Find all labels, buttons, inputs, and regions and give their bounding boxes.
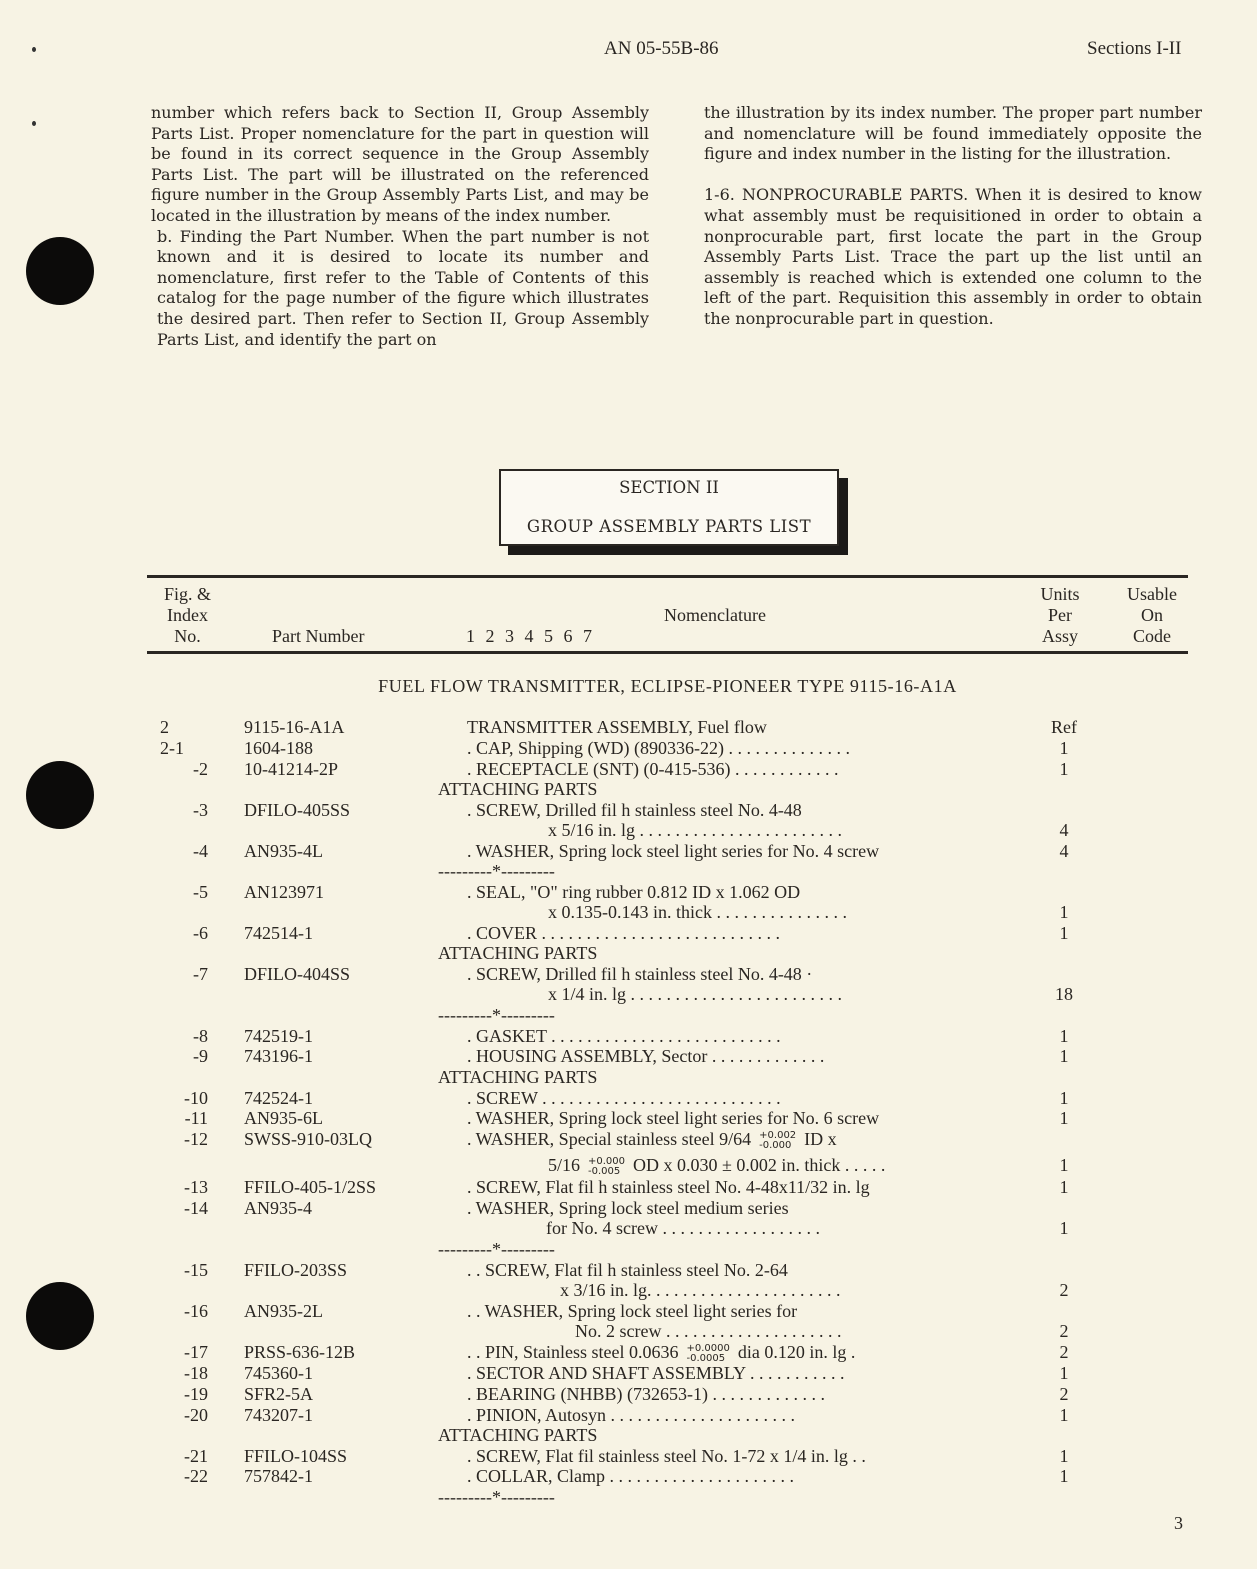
part-number: DFILO-404SS	[244, 964, 351, 984]
table-row	[0, 1260, 1257, 1281]
fig-index: -16	[184, 1301, 208, 1321]
part-number: 1604-188	[244, 738, 313, 758]
nomenclature: . RECEPTACLE (SNT) (0-415-536) . . . . . . . . . . . .	[467, 759, 839, 779]
fig-index: -3	[193, 800, 208, 820]
nomenclature: . BEARING (NHBB) (732653-1) . . . . . . . . . . . . .	[467, 1384, 825, 1404]
units-per-assy: 1	[1059, 1155, 1069, 1175]
part-number: DFILO-405SS	[244, 800, 351, 820]
section-label: Sections I-II	[1087, 38, 1182, 59]
fig-index: 2	[160, 717, 169, 737]
fig-index: 2-1	[160, 738, 184, 758]
nomenclature: . SCREW, Drilled fil h stainless steel No. 4-48 ·	[467, 964, 813, 984]
nomenclature: . COVER . . . . . . . . . . . . . . . . . . . . . . . . . . .	[467, 923, 781, 943]
nomenclature: . COLLAR, Clamp . . . . . . . . . . . . . . . . . . . . .	[467, 1466, 794, 1486]
fig-index: -18	[184, 1363, 208, 1383]
table-row	[0, 861, 1257, 882]
table-row	[0, 1301, 1257, 1322]
nomenclature: for No. 4 screw . . . . . . . . . . . . . . . . . .	[546, 1218, 820, 1238]
table-row	[0, 1108, 1257, 1129]
section-heading-box	[499, 469, 839, 546]
table-row	[0, 902, 1257, 923]
table-row	[0, 1487, 1257, 1508]
units-per-assy: 1	[1059, 1026, 1069, 1046]
table-row	[0, 1239, 1257, 1260]
part-number: AN935-4L	[244, 841, 323, 861]
part-number: 745360-1	[244, 1363, 313, 1383]
nomenclature: ---------*---------	[438, 1005, 555, 1025]
part-number: 757842-1	[244, 1466, 313, 1486]
nomenclature: ---------*---------	[438, 1487, 555, 1507]
part-number: AN935-2L	[244, 1301, 323, 1321]
table-row	[0, 1177, 1257, 1198]
nomenclature: . . WASHER, Spring lock steel light series for	[467, 1301, 798, 1321]
table-row	[0, 1384, 1257, 1405]
header-units-per-assy: Units Per Assy	[1040, 584, 1080, 646]
nomenclature: TRANSMITTER ASSEMBLY, Fuel flow	[467, 717, 767, 737]
nomenclature: . WASHER, Special stainless steel 9/64 +0.002 -0.000 ID x	[467, 1129, 837, 1151]
units-per-assy: 2	[1059, 1342, 1069, 1362]
table-row	[0, 943, 1257, 964]
units-per-assy: 1	[1059, 738, 1069, 758]
fig-index: -8	[193, 1026, 208, 1046]
table-row	[0, 1446, 1257, 1467]
units-per-assy: 4	[1059, 841, 1069, 861]
table-row	[0, 1280, 1257, 1301]
part-number: 9115-16-A1A	[244, 717, 345, 737]
units-per-assy: 1	[1059, 1108, 1069, 1128]
page-number: 3	[1174, 1513, 1183, 1533]
nomenclature: . SEAL, "O" ring rubber 0.812 ID x 1.062 OD	[467, 882, 801, 902]
fig-index: -5	[193, 882, 208, 902]
table-row	[0, 1088, 1257, 1109]
nomenclature: . CAP, Shipping (WD) (890336-22) . . . . . . . . . . . . . .	[467, 738, 850, 758]
nomenclature: ATTACHING PARTS	[438, 779, 598, 799]
nomenclature: ATTACHING PARTS	[438, 1067, 598, 1087]
fig-index: -19	[184, 1384, 208, 1404]
part-number: AN123971	[244, 882, 324, 902]
nomenclature: . WASHER, Spring lock steel light series for No. 6 screw	[467, 1108, 880, 1128]
table-row	[0, 820, 1257, 841]
fig-index: -20	[184, 1405, 208, 1425]
table-row	[0, 1218, 1257, 1239]
table-row	[0, 1129, 1257, 1150]
nomenclature: . WASHER, Spring lock steel light series for No. 4 screw	[467, 841, 880, 861]
part-number: SFR2-5A	[244, 1384, 314, 1404]
section-title: GROUP ASSEMBLY PARTS LIST	[526, 517, 812, 536]
table-row	[0, 923, 1257, 944]
nomenclature: . WASHER, Spring lock steel medium series	[467, 1198, 789, 1218]
part-number: PRSS-636-12B	[244, 1342, 356, 1362]
fig-index: -13	[184, 1177, 208, 1197]
nomenclature: ATTACHING PARTS	[438, 943, 598, 963]
nomenclature: . SCREW, Flat fil stainless steel No. 1-72 x 1/4 in. lg . .	[467, 1446, 866, 1466]
header-usable-on-code: Usable On Code	[1127, 584, 1177, 646]
fig-index: -17	[184, 1342, 208, 1362]
nomenclature: ATTACHING PARTS	[438, 1425, 598, 1445]
fig-index: -6	[193, 923, 208, 943]
units-per-assy: 1	[1059, 1046, 1069, 1066]
table-row	[0, 1026, 1257, 1047]
units-per-assy: 1	[1059, 1363, 1069, 1383]
scan-speck	[32, 121, 36, 126]
table-row	[0, 1067, 1257, 1088]
paragraph-nonprocurable-parts: 1-6. NONPROCURABLE PARTS. When it is desired to know what assembly must be requisitioned in order to obtain a nonprocurable part, first locate the part in the Group Assembly Parts List. Trace the part up the list until an assembly is reached which is extended one column to the left of the part. Requisition this assembly in order to obtain the nonprocurable part in question.	[704, 185, 1202, 328]
units-per-assy: 1	[1059, 759, 1069, 779]
nomenclature: . . SCREW, Flat fil h stainless steel No. 2-64	[467, 1260, 788, 1280]
part-number: AN935-4	[244, 1198, 312, 1218]
table-row	[0, 882, 1257, 903]
nomenclature: x 0.135-0.143 in. thick . . . . . . . . . . . . . . .	[548, 902, 847, 922]
document-id: AN 05-55B-86	[604, 38, 719, 59]
part-number: 743207-1	[244, 1405, 313, 1425]
table-top-rule	[147, 575, 1188, 578]
units-per-assy: 1	[1059, 923, 1069, 943]
part-number: 742514-1	[244, 923, 313, 943]
units-per-assy: 2	[1059, 1280, 1069, 1300]
nomenclature: ---------*---------	[438, 1239, 555, 1259]
fig-index: -4	[193, 841, 208, 861]
nomenclature: . GASKET . . . . . . . . . . . . . . . . . . . . . . . . . .	[467, 1026, 781, 1046]
part-number: FFILO-104SS	[244, 1446, 348, 1466]
units-per-assy: 1	[1059, 1218, 1069, 1238]
nomenclature: x 1/4 in. lg . . . . . . . . . . . . . . . . . . . . . . . .	[548, 984, 843, 1004]
part-number: FFILO-203SS	[244, 1260, 348, 1280]
right-text-column	[704, 103, 1202, 330]
fig-index: -7	[193, 964, 208, 984]
fig-index: -21	[184, 1446, 208, 1466]
units-per-assy: 1	[1059, 1088, 1069, 1108]
header-part-number: Part Number	[272, 626, 365, 646]
fig-index: -9	[193, 1046, 208, 1066]
table-row	[0, 1405, 1257, 1426]
units-per-assy: 1	[1059, 902, 1069, 922]
table-row	[0, 738, 1257, 759]
fig-index: -12	[184, 1129, 208, 1149]
punch-hole-top	[26, 237, 94, 305]
units-per-assy: 1	[1059, 1177, 1069, 1197]
fig-index: -15	[184, 1260, 208, 1280]
units-per-assy: Ref	[1051, 717, 1077, 737]
nomenclature: No. 2 screw . . . . . . . . . . . . . . . . . . . .	[575, 1321, 842, 1341]
table-row	[0, 841, 1257, 862]
paragraph-illustration-index: the illustration by its index number. The proper part number and nomenclature will be found immediately opposite the figure and index number in the listing for the illustration.	[704, 103, 1202, 164]
nomenclature: . SCREW, Flat fil h stainless steel No. 4-48x11/32 in. lg	[467, 1177, 870, 1197]
header-nomenclature: Nomenclature	[664, 605, 766, 625]
units-per-assy: 2	[1059, 1384, 1069, 1404]
fig-index: -10	[184, 1088, 208, 1108]
table-row	[0, 1425, 1257, 1446]
nomenclature: . HOUSING ASSEMBLY, Sector . . . . . . . . . . . . .	[467, 1046, 825, 1066]
units-per-assy: 18	[1055, 984, 1073, 1004]
table-row	[0, 964, 1257, 985]
table-row	[0, 759, 1257, 780]
header-indent-levels: 1 2 3 4 5 6 7	[466, 626, 592, 646]
table-row	[0, 779, 1257, 800]
table-row	[0, 1363, 1257, 1384]
header-fig-index: Fig. & Index No.	[163, 584, 211, 646]
nomenclature: x 3/16 in. lg. . . . . . . . . . . . . . . . . . . . . .	[560, 1280, 841, 1300]
paragraph-finding-part-number: b. Finding the Part Number. When the part number is not known and it is desired to locate its number and nomenclature, first refer to the Table of Contents of this catalog for the page number of the figure which illustrates the desired part. Then refer to Section II, Group Assembly Parts List, and identify the part on	[157, 226, 649, 349]
tolerance: +0.002 -0.000	[759, 1129, 797, 1151]
part-number: 742524-1	[244, 1088, 313, 1108]
part-number: FFILO-405-1/2SS	[244, 1177, 377, 1197]
table-row	[0, 1198, 1257, 1219]
part-number: 743196-1	[244, 1046, 313, 1066]
table-row	[0, 984, 1257, 1005]
part-number: AN935-6L	[244, 1108, 323, 1128]
units-per-assy: 1	[1059, 1466, 1069, 1486]
nomenclature: . SECTOR AND SHAFT ASSEMBLY . . . . . . . . . . .	[467, 1363, 845, 1383]
fig-index: -2	[193, 759, 208, 779]
left-text-column	[151, 103, 649, 350]
units-per-assy: 4	[1059, 820, 1069, 840]
part-number: 742519-1	[244, 1026, 313, 1046]
units-per-assy: 1	[1059, 1446, 1069, 1466]
table-row	[0, 1321, 1257, 1342]
nomenclature: ---------*---------	[438, 861, 555, 881]
nomenclature: . . PIN, Stainless steel 0.0636 +0.0000 -0.0005 dia 0.120 in. lg .	[467, 1342, 856, 1364]
table-row	[0, 1466, 1257, 1487]
nomenclature: . SCREW . . . . . . . . . . . . . . . . . . . . . . . . . . .	[467, 1088, 781, 1108]
nomenclature: 5/16 +0.000 -0.005 OD x 0.030 ± 0.002 in. thick . . . . .	[548, 1155, 886, 1177]
page-header	[0, 38, 1257, 62]
nomenclature: x 5/16 in. lg . . . . . . . . . . . . . . . . . . . . . . .	[548, 820, 843, 840]
fig-index: -11	[184, 1108, 208, 1128]
table-row	[0, 800, 1257, 821]
part-number: 10-41214-2P	[244, 759, 338, 779]
paragraph-index-reference: number which refers back to Section II, Group Assembly Parts List. Proper nomenclature for the part in question will be found in its correct sequence in the Group Assembly Parts List. The part will be illustrated on the referenced figure number in the Group Assembly Parts List, and may be located in the illustration by means of the index number.	[151, 103, 649, 225]
table-row	[0, 1155, 1257, 1176]
nomenclature: . SCREW, Drilled fil h stainless steel No. 4-48	[467, 800, 802, 820]
table-header-rule	[147, 651, 1188, 654]
fig-index: -22	[184, 1466, 208, 1486]
table-title: FUEL FLOW TRANSMITTER, ECLIPSE-PIONEER TYPE 9115-16-A1A	[378, 676, 957, 696]
table-row	[0, 1046, 1257, 1067]
table-row	[0, 717, 1257, 738]
fig-index: -14	[184, 1198, 208, 1218]
units-per-assy: 1	[1059, 1405, 1069, 1425]
section-number: SECTION II	[619, 478, 719, 497]
part-number: SWSS-910-03LQ	[244, 1129, 373, 1149]
table-row	[0, 1005, 1257, 1026]
tolerance: +0.000 -0.005	[588, 1155, 626, 1177]
tolerance: +0.0000 -0.0005	[686, 1342, 730, 1364]
nomenclature: . PINION, Autosyn . . . . . . . . . . . . . . . . . . . . .	[467, 1405, 796, 1425]
units-per-assy: 2	[1059, 1321, 1069, 1341]
table-row	[0, 1342, 1257, 1363]
